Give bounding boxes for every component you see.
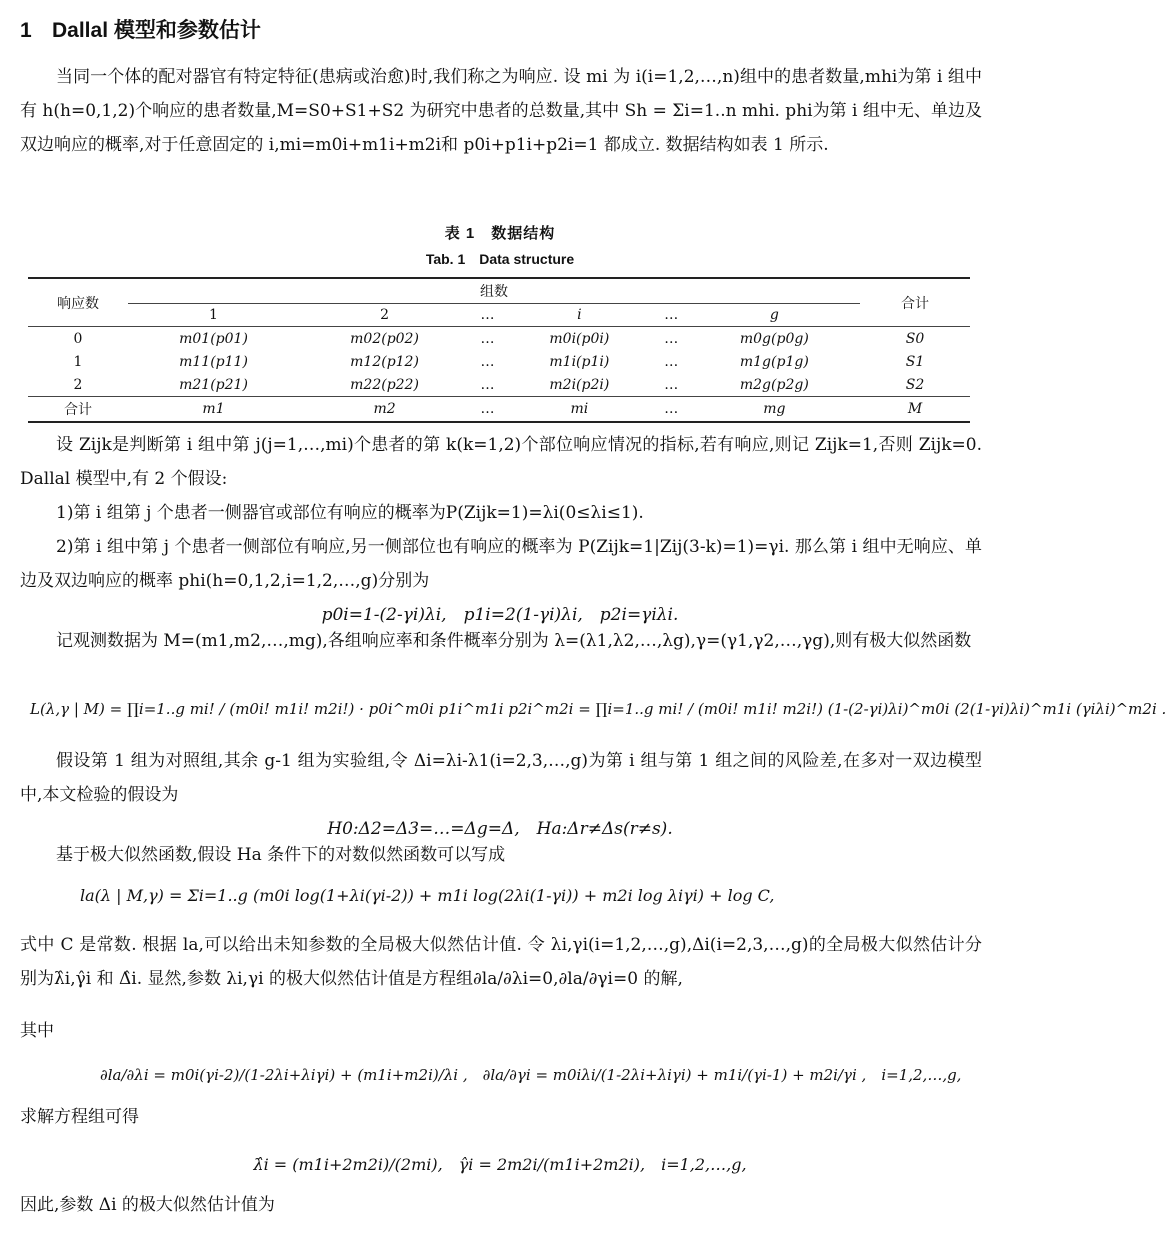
assumption-1: 1)第 i 组第 j 个患者一侧器官或部位有响应的概率为P(Zijk=1)=λi(0≤λi≤1). [56,503,644,523]
text-where: 其中 [20,1021,54,1041]
equation-probabilities: p0i=1-(2-γi)λi, p1i=2(1-γi)λi, p2i=γiλi. [321,605,679,625]
col-header: … [654,304,689,327]
table-caption-en: Tab. 1 Data structure [425,251,575,267]
table-row: 1 m11(p11) m12(p12) … m1i(p1i) … m1g(p1g) S1 [73,353,925,370]
paragraph-intro: 当同一个体的配对器官有特定特征(患病或治愈)时,我们称之为响应. 设 mi 为 i(i=1,2,…,n)组中的患者数量,mhi为第 i 组中有 h(h=0,1,2)个响应的患者数量,M=S0+S1+S2 为研究中患者的总数量,其中 Sh = Σi=1..n mhi. phi为第 i 组中无、单边及双边响应的概率,对于任意固定的 i,mi=m0i+m1i+m2i和 p0i+p1i+p2i=1 都成立. 数据结构如表 1 所示. [20,67,982,155]
section-number: 1 [20,19,32,42]
equation-partial-derivatives: ∂la/∂λi = m0i(γi-2)/(1-2λi+λiγi) + (m1i+m2i)/λi , ∂la/∂γi = m0iλi/(1-2λi+λiγi) + m1i/(γi-1) + m2i/γi , i=1,2,…,g, [100,1066,962,1084]
section-title: Dallal 模型和参数估计 [52,19,261,42]
data-structure-table [28,277,970,423]
paragraph-risk-difference: 假设第 1 组为对照组,其余 g-1 组为实验组,令 Δi=λi-λ1(i=2,3,…,g)为第 i 组与第 1 组之间的风险差,在多对一双边模型中,本文检验的假设为 [20,751,982,805]
col-header: g [689,304,860,327]
text-solve: 求解方程组可得 [20,1107,139,1127]
section-heading [20,14,261,44]
paragraph-likelihood: 记观测数据为 M=(m1,m2,…,mg),各组响应率和条件概率分别为 λ=(λ1,λ2,…,λg),γ=(γ1,γ2,…,γg),则有极大似然函数 [56,631,972,651]
row-header: 响应数 [28,278,128,327]
table-caption-cn: 表 1 数据结构 [444,225,556,242]
col-header: … [470,304,505,327]
group-header: 组数 [128,278,860,304]
total-header: 合计 [860,278,970,327]
text-therefore: 因此,参数 Δi 的极大似然估计值为 [20,1195,275,1215]
equation-estimates: λ̂i = (m1i+2m2i)/(2mi), γ̂i = 2m2i/(m1i+2m2i), i=1,2,…,g, [253,1155,747,1174]
equation-hypotheses: H0:Δ2=Δ3=…=Δg=Δ, Ha:Δr≠Δs(r≠s). [327,819,673,839]
table-row: 2 m21(p21) m22(p22) … m2i(p2i) … m2g(p2g) S2 [73,376,925,393]
assumption-2: 2)第 i 组中第 j 个患者一侧部位有响应,另一侧部位也有响应的概率为 P(Zijk=1|Zij(3-k)=1)=γi. 那么第 i 组中无响应、单边及双边响应的概率 phi(h=0,1,2,i=1,2,…,g)分别为 [20,537,982,591]
equation-likelihood: L(λ,γ | M) = ∏i=1..g mi! / (m0i! m1i! m2i!) · p0i^m0i p1i^m1i p2i^m2i = ∏i=1..g mi! / (m0i! m1i! m2i!) (1-(2-γi)λi)^m0i (2(1-γi)λi)^m1i (γiλi)^m2i . [30,700,1166,718]
paragraph-loglik-intro: 基于极大似然函数,假设 Ha 条件下的对数似然函数可以写成 [56,845,506,865]
table-total-row: 合计 m1 m2 … mi … mg M [28,397,970,423]
col-header: i [505,304,654,327]
col-header: 1 [128,304,299,327]
paragraph-indicator: 设 Zijk是判断第 i 组中第 j(j=1,…,mi)个患者的第 k(k=1,2)个部位响应情况的指标,若有响应,则记 Zijk=1,否则 Zijk=0. Dallal 模型中,有 2 个假设: [20,435,982,489]
table-row: 0 m01(p01) m02(p02) … m0i(p0i) … m0g(p0g) S0 [73,330,925,347]
paragraph-mle: 式中 C 是常数. 根据 la,可以给出未知参数的全局极大似然估计值. 令 λi,γi(i=1,2,…,g),Δi(i=2,3,…,g)的全局极大似然估计分别为λ̂i,γ̂i 和 Δ̂i. 显然,参数 λi,γi 的极大似然估计值是方程组∂la/∂λi=0,∂la/∂γi=0 的解, [20,935,982,989]
col-header: 2 [299,304,470,327]
equation-loglikelihood: la(λ | M,γ) = Σi=1..g (m0i log(1+λi(γi-2)) + m1i log(2λi(1-γi)) + m2i log λiγi) + log C, [80,886,775,905]
